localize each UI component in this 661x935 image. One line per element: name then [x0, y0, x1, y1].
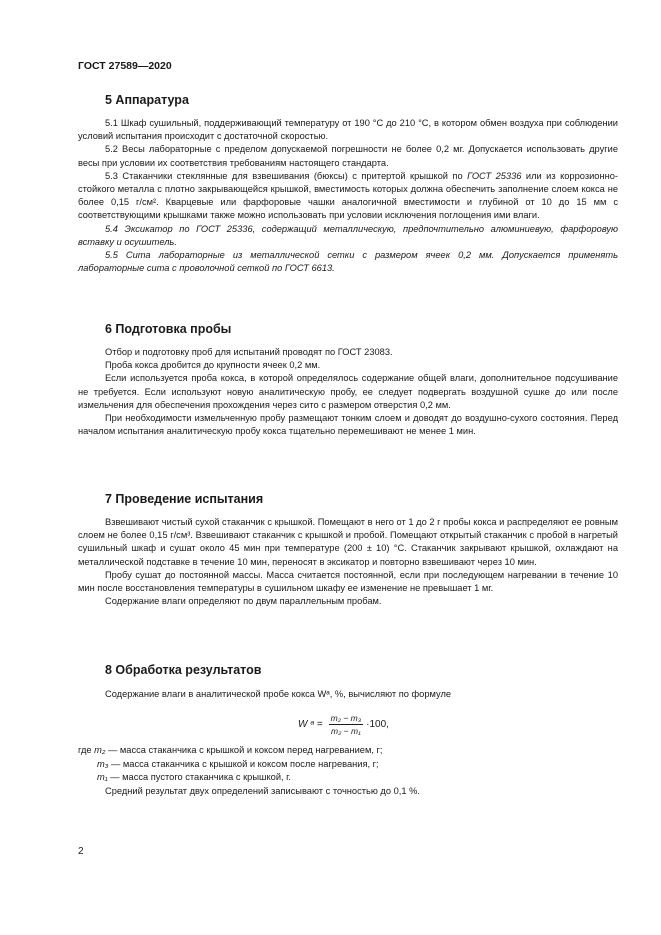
variable-definitions [78, 744, 618, 798]
para-6-3: Если используется проба кокса, в которой определялось содержание общей влаги, дополнительное подсушивание не требуется. Если используют новую аналитическую пробу, ее следует подвергать воздушной сушке до или после измельчения для обеспечения прохождения через сито с размером отверстия 0,2 мм. [78, 373, 618, 410]
para-7-3: Содержание влаги определяют по двум параллельным пробам. [105, 596, 382, 607]
para-5-1: 5.1 Шкаф сушильный, поддерживающий температуру от 190 °C до 210 °C, в котором обмен воздуха при соблюдении условий испытания происходит с достаточной скоростью. [78, 118, 618, 142]
para-8-1: Содержание влаги в аналитической пробе кокса Wᵃ, %, вычисляют по формуле [105, 689, 452, 699]
para-8-2: Средний результат двух определений записывают с точностью до 0,1 %. [105, 785, 420, 796]
formula-equals: = [316, 719, 323, 730]
section-5-title: 5 Аппаратура [105, 93, 189, 107]
formula-fraction [329, 713, 363, 736]
section-5-body [78, 117, 618, 275]
definition-row: m₁ — масса пустого стаканчика с крышкой, г. [97, 772, 292, 782]
section-7-body [78, 516, 618, 608]
definition-row: m₃ — масса стаканчика с крышкой и коксом после нагревания, г; [97, 758, 379, 769]
formula-denominator: m₂ − m₁ [331, 726, 361, 736]
para-6-1: Отбор и подготовку проб для испытаний проводят по ГОСТ 23083. [105, 347, 393, 357]
section-7-title: 7 Проведение испытания [105, 492, 264, 506]
para-7-1: Взвешивают чистый сухой стаканчик с крышкой. Помещают в него от 1 до 2 г пробы кокса и распределяют ее ровным слоем не более 0,15 г/см³. Взвешивают стаканчик с крышкой и пробой. Помещают открытый стаканчик с пробой в нагретый сушильный шкаф и сушат около 45 мин при температуре (200 ± 10) °C. Стаканчик закрывают крышкой, охлаждают на металлической подставке в течение 10 мин, переносят в эксикатор и повторно взвешивают через 10 мин. [78, 517, 618, 567]
section-6-title: 6 Подготовка пробы [105, 322, 232, 336]
para-5-2: 5.2 Весы лабораторные с пределом допускаемой погрешности не более 0,2 мг. Допускается использовать другие весы при условии их соответствия требованиям настоящего стандарта. [78, 144, 618, 168]
para-7-2: Пробу сушат до постоянной массы. Масса считается постоянной, если при последующем нагревании в течение 10 мин после восстановления температуры в сушильном шкафу ее изменение не превышает 1 мг. [78, 569, 618, 594]
para-6-4: При необходимости измельченную пробу размещают тонким слоем и доводят до воздушно-сухого состояния. Перед началом испытания аналитическую пробу кокса тщательно перемешивают не менее 1 мин. [78, 413, 618, 437]
para-5-4: 5.4 Эксикатор по ГОСТ 25336, содержащий металлическую, предпочтительно алюминиевую, фарфоровую вставку и осушитель. [78, 223, 618, 247]
definition-row: где m₂ — масса стаканчика с крышкой и коксом перед нагреванием, г; [78, 745, 383, 755]
formula-numerator: m₂ − m₃ [330, 713, 362, 723]
section-8-title: 8 Обработка результатов [105, 663, 262, 677]
section-8-intro [78, 688, 618, 701]
moisture-formula [298, 713, 389, 736]
gost-ref: ГОСТ 25336 [467, 170, 522, 181]
formula-lhs: W ᵃ [298, 719, 314, 730]
page-number: 2 [78, 846, 84, 857]
formula-rhs: ·100, [366, 719, 389, 730]
running-header: ГОСТ 27589—2020 [78, 60, 172, 72]
para-5-5: 5.5 Сита лабораторные из металлической сетки с размером ячеек 0,2 мм. Допускается применять лабораторные сита с проволочной сеткой по ГОСТ 6613. [78, 250, 618, 274]
para-5-3: 5.3 Стаканчики стеклянные для взвешивания (бюксы) с притертой крышкой по ГОСТ 25336 или из коррозионно-стойкого металла с плотно закрывающейся крышкой, вместимость которых должна обеспечить заполнение слоем кокса не более 0,15 г/см². Кварцевые или фарфоровые чашки аналогичной вместимости и глубиной от 10 до 15 мм с соответствующими крышками также можно использовать при условии исключения поглощения ими влаги. [78, 170, 618, 221]
para-6-2: Проба кокса дробится до крупности ячеек 0,2 мм. [105, 360, 321, 371]
section-6-body [78, 346, 618, 438]
